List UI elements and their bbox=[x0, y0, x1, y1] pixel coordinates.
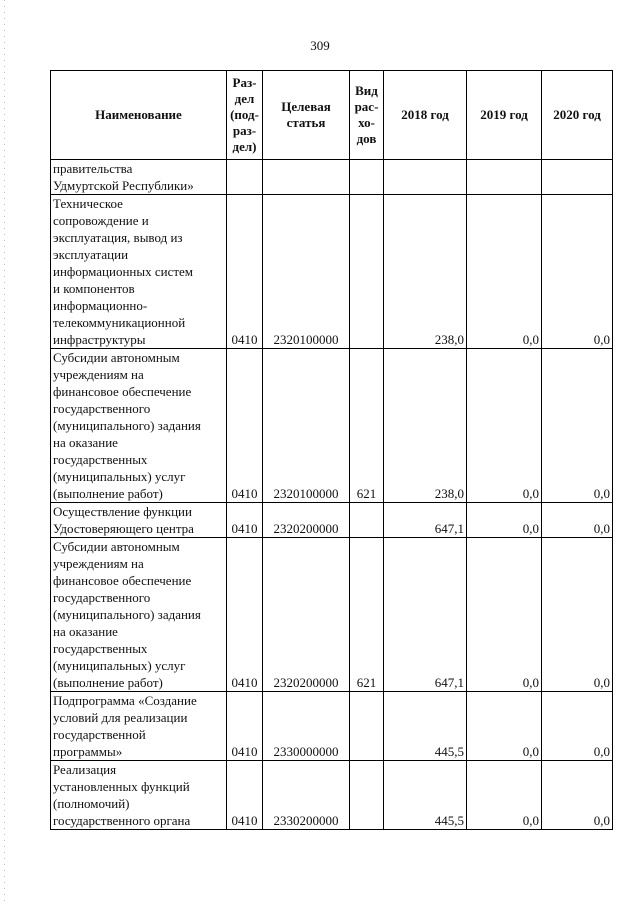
cell-y2018: 445,5 bbox=[384, 692, 467, 761]
header-target: Целевая статья bbox=[263, 71, 350, 160]
cell-section: 0410 bbox=[227, 503, 263, 538]
cell-y2018: 445,5 bbox=[384, 761, 467, 830]
cell-y2019 bbox=[467, 160, 542, 195]
cell-kind: 621 bbox=[350, 349, 384, 503]
cell-section: 0410 bbox=[227, 195, 263, 349]
table-row bbox=[51, 349, 613, 503]
cell-y2020: 0,0 bbox=[542, 503, 613, 538]
cell-y2019: 0,0 bbox=[467, 503, 542, 538]
cell-section: 0410 bbox=[227, 349, 263, 503]
cell-code: 2320100000 bbox=[263, 195, 350, 349]
table-row bbox=[51, 692, 613, 761]
table-row bbox=[51, 160, 613, 195]
cell-y2020: 0,0 bbox=[542, 349, 613, 503]
scan-margin-dots bbox=[4, 0, 5, 905]
cell-y2020: 0,0 bbox=[542, 538, 613, 692]
table-row bbox=[51, 761, 613, 830]
cell-y2019: 0,0 bbox=[467, 195, 542, 349]
cell-y2020: 0,0 bbox=[542, 761, 613, 830]
cell-code bbox=[263, 160, 350, 195]
table-row bbox=[51, 503, 613, 538]
cell-name: Субсидии автономным учреждениям на финансовое обеспечение государственного (муниципального) задания на оказание государственных (муниципальных) услуг (выполнение работ) bbox=[51, 538, 227, 692]
cell-code: 2330200000 bbox=[263, 761, 350, 830]
cell-y2018: 647,1 bbox=[384, 538, 467, 692]
cell-y2018: 238,0 bbox=[384, 195, 467, 349]
header-2019: 2019 год bbox=[467, 71, 542, 160]
header-2020: 2020 год bbox=[542, 71, 613, 160]
cell-code: 2320200000 bbox=[263, 538, 350, 692]
cell-section: 0410 bbox=[227, 538, 263, 692]
cell-y2019: 0,0 bbox=[467, 538, 542, 692]
cell-y2019: 0,0 bbox=[467, 349, 542, 503]
cell-kind bbox=[350, 160, 384, 195]
cell-section: 0410 bbox=[227, 761, 263, 830]
cell-section: 0410 bbox=[227, 692, 263, 761]
cell-code: 2330000000 bbox=[263, 692, 350, 761]
header-name: Наименование bbox=[51, 71, 227, 160]
cell-name: Осуществление функции Удостоверяющего центра bbox=[51, 503, 227, 538]
cell-code: 2320100000 bbox=[263, 349, 350, 503]
cell-y2018 bbox=[384, 160, 467, 195]
cell-kind: 621 bbox=[350, 538, 384, 692]
cell-y2020: 0,0 bbox=[542, 195, 613, 349]
cell-section bbox=[227, 160, 263, 195]
cell-name: Реализация установленных функций (полномочий) государственного органа bbox=[51, 761, 227, 830]
cell-name: Подпрограмма «Создание условий для реализации государственной программы» bbox=[51, 692, 227, 761]
cell-kind bbox=[350, 195, 384, 349]
budget-table bbox=[50, 70, 613, 830]
cell-y2020: 0,0 bbox=[542, 692, 613, 761]
cell-name: Техническое сопровождение и эксплуатация, вывод из эксплуатации информационных систем и компонентов информационно- телекоммуникационной инфраструктуры bbox=[51, 195, 227, 349]
cell-kind bbox=[350, 692, 384, 761]
cell-name: правительства Удмуртской Республики» bbox=[51, 160, 227, 195]
cell-kind bbox=[350, 503, 384, 538]
table-header-row bbox=[51, 71, 613, 160]
cell-y2019: 0,0 bbox=[467, 692, 542, 761]
cell-name: Субсидии автономным учреждениям на финансовое обеспечение государственного (муниципального) задания на оказание государственных (муниципальных) услуг (выполнение работ) bbox=[51, 349, 227, 503]
cell-y2018: 647,1 bbox=[384, 503, 467, 538]
table-row bbox=[51, 538, 613, 692]
cell-code: 2320200000 bbox=[263, 503, 350, 538]
header-kind: Вид рас- хо- дов bbox=[350, 71, 384, 160]
cell-y2020 bbox=[542, 160, 613, 195]
cell-y2018: 238,0 bbox=[384, 349, 467, 503]
header-2018: 2018 год bbox=[384, 71, 467, 160]
cell-y2019: 0,0 bbox=[467, 761, 542, 830]
table-row bbox=[51, 195, 613, 349]
cell-kind bbox=[350, 761, 384, 830]
header-section: Раз- дел (под- раз- дел) bbox=[227, 71, 263, 160]
page-number: 309 bbox=[310, 38, 330, 53]
